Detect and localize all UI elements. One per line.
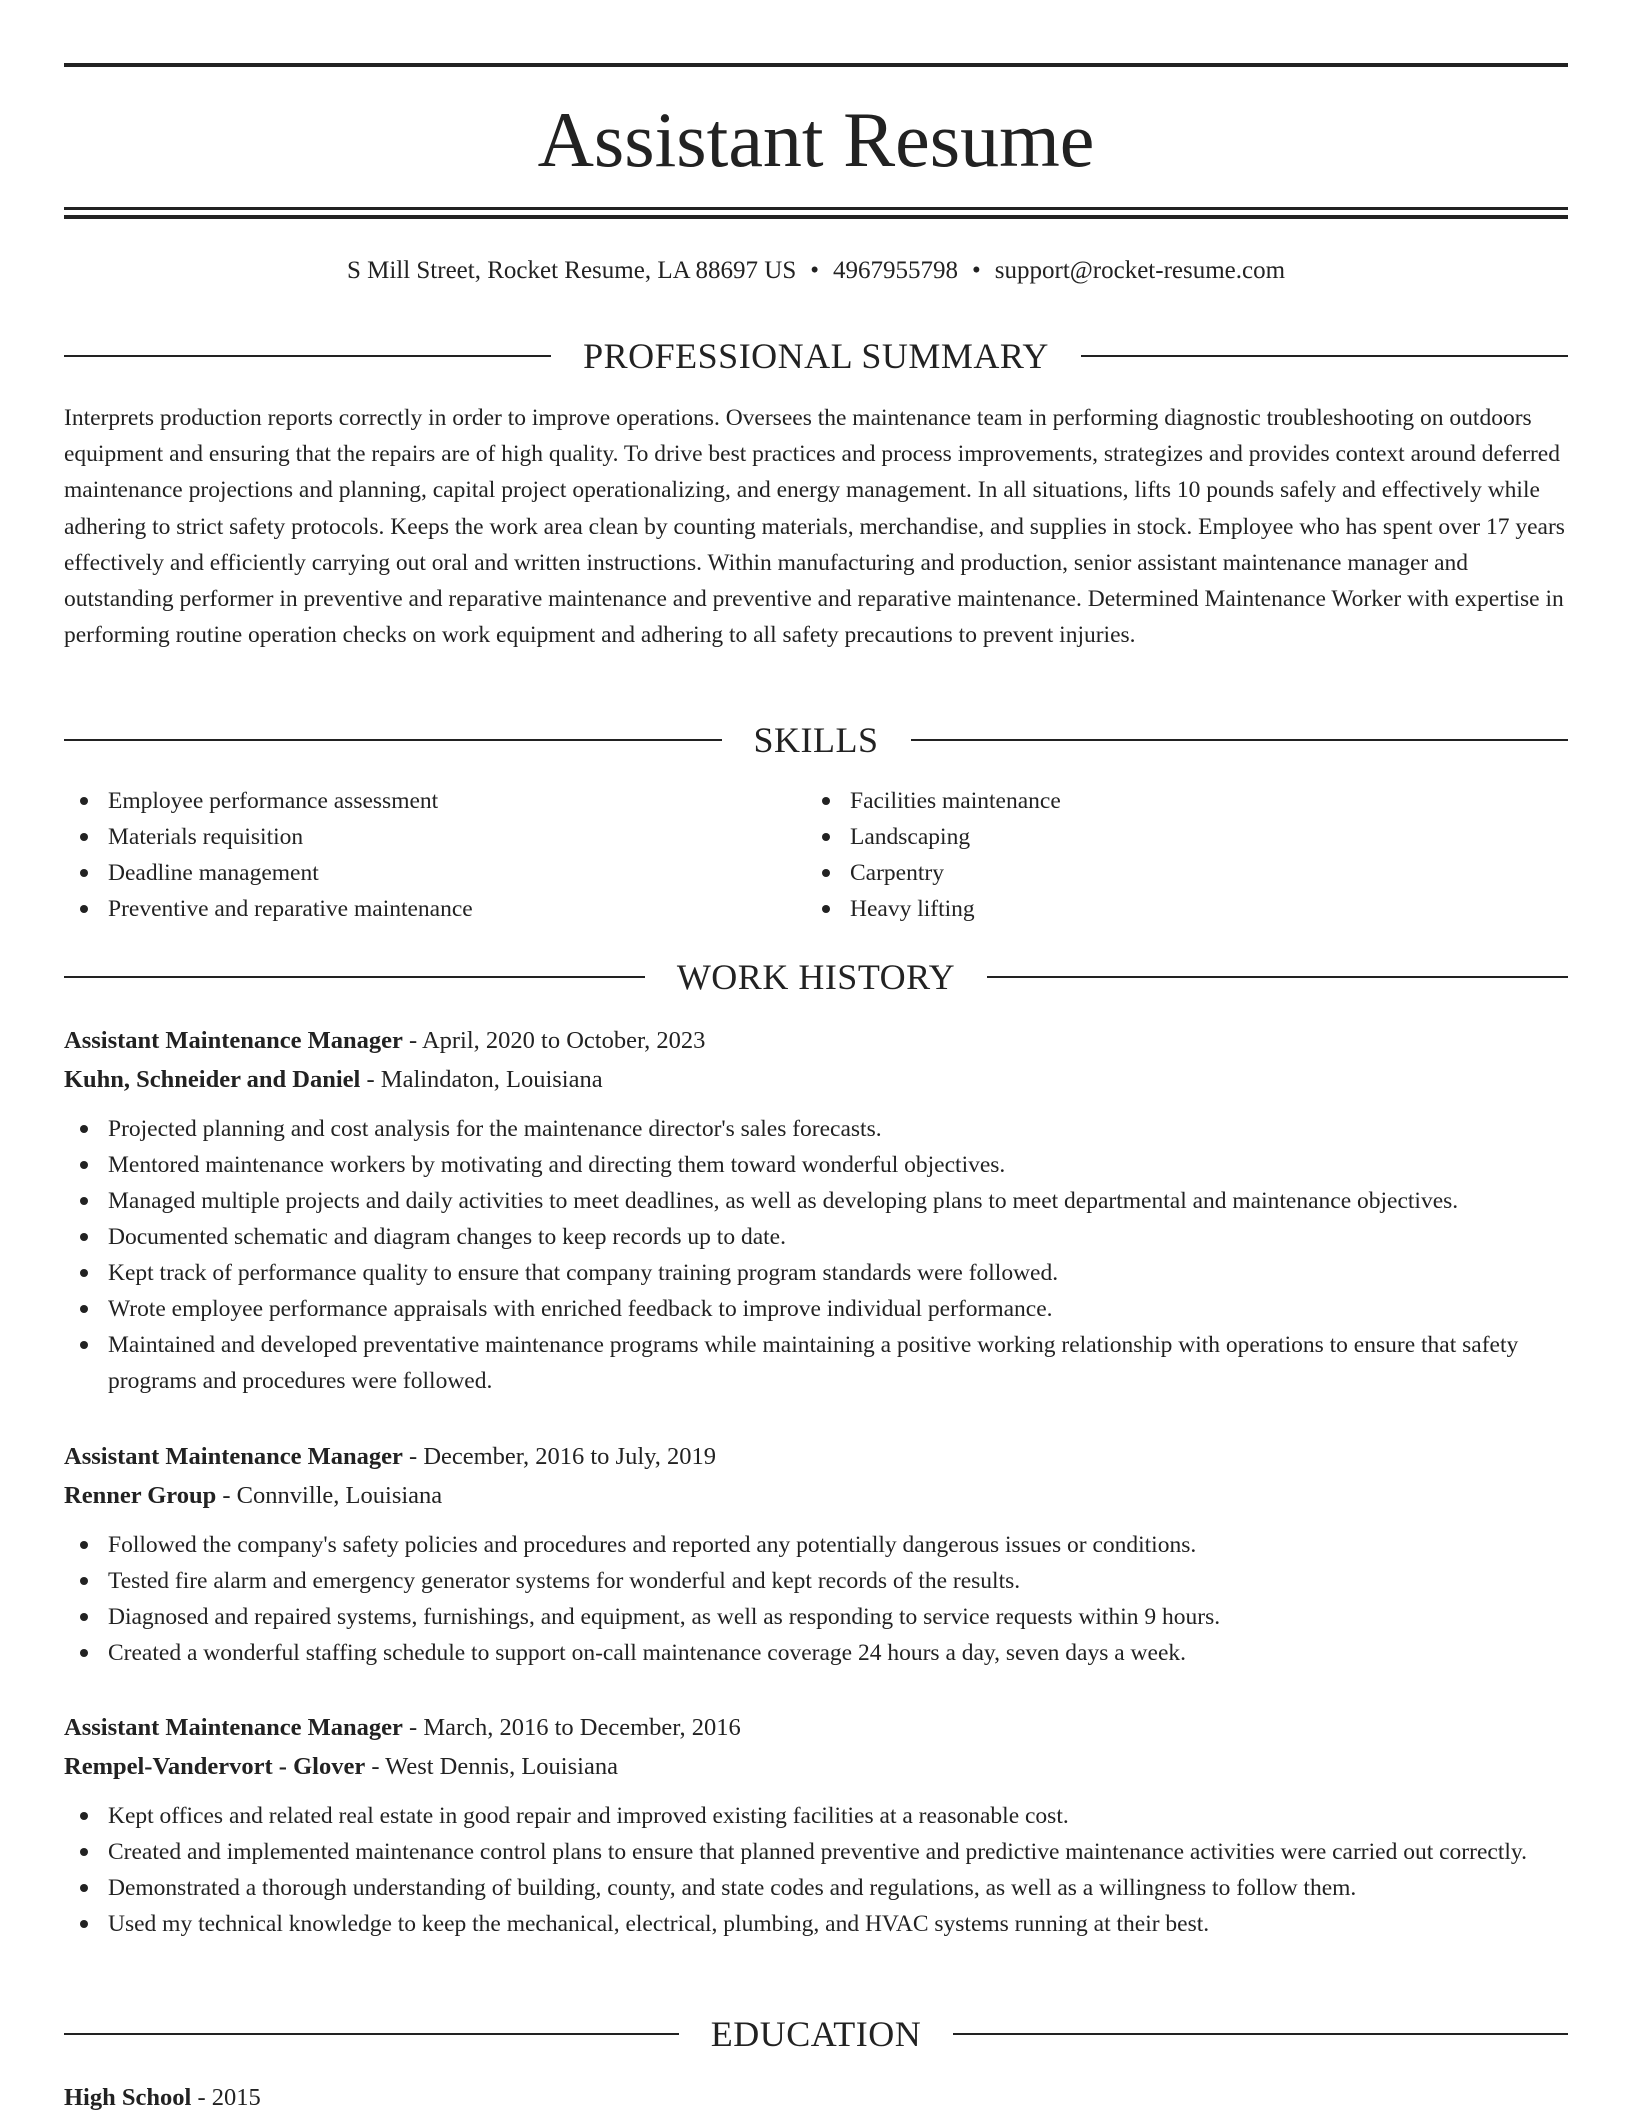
contact-separator: • bbox=[810, 257, 819, 284]
education-heading-label: EDUCATION bbox=[710, 2014, 922, 2054]
job-location: Connville, Louisiana bbox=[236, 1482, 443, 1509]
job-title: Assistant Maintenance Manager bbox=[64, 1027, 403, 1054]
heading-rule-left bbox=[64, 976, 645, 978]
skill-item: Preventive and reparative maintenance bbox=[64, 891, 806, 927]
education-school: High School bbox=[64, 2084, 192, 2111]
job-title-line: Assistant Maintenance Manager - March, 2016 to December, 2016 bbox=[64, 1714, 741, 1741]
job-dates: April, 2020 to October, 2023 bbox=[421, 1027, 706, 1054]
job-location: Malindaton, Louisiana bbox=[380, 1066, 603, 1093]
duty-item: Wrote employee performance appraisals with enriched feedback to improve individual performance. bbox=[64, 1291, 1568, 1327]
skills-column-right bbox=[806, 783, 1548, 927]
job-title: Assistant Maintenance Manager bbox=[64, 1714, 403, 1741]
skill-item: Landscaping bbox=[806, 819, 1548, 855]
skill-item: Carpentry bbox=[806, 855, 1548, 891]
education-entry: High School - 2015 bbox=[64, 2084, 261, 2111]
summary-text: Interprets production reports correctly in order to improve operations. Oversees the maintenance team in performing diagnostic troubleshooting on outdoors equipment and ensuring that the repairs are of high quality. To drive best practices and process improvements, strategizes and provides context around deferred maintenance projections and planning, capital project operationalizing, and energy management. In all situations, lifts 10 pounds safely and effectively while adhering to strict safety protocols. Keeps the work area clean by counting materials, merchandise, and supplies in stock. Employee who has spent over 17 years effectively and efficiently carrying out oral and written instructions. Within manufacturing and production, senior assistant maintenance manager and outstanding performer in preventive and reparative maintenance and preventive and reparative maintenance. Determined Maintenance Worker with expertise in performing routine operation checks on work equipment and adhering to all safety precautions to prevent injuries. bbox=[64, 405, 1565, 649]
job-duties bbox=[64, 1798, 1568, 1942]
job-company-line: Renner Group - Connville, Louisiana bbox=[64, 1482, 443, 1509]
duty-item: Demonstrated a thorough understanding of building, county, and state codes and regulations, as well as a willingness to follow them. bbox=[64, 1870, 1568, 1906]
education-year: 2015 bbox=[211, 2084, 261, 2111]
skill-item: Deadline management bbox=[64, 855, 806, 891]
work-heading-label: WORK HISTORY bbox=[676, 957, 956, 997]
education-heading bbox=[64, 2012, 1568, 2056]
heading-rule-left bbox=[64, 739, 722, 741]
skill-item: Materials requisition bbox=[64, 819, 806, 855]
job-company: Rempel-Vandervort - Glover bbox=[64, 1753, 366, 1780]
skill-item: Facilities maintenance bbox=[806, 783, 1548, 819]
job-company: Kuhn, Schneider and Daniel bbox=[64, 1066, 361, 1093]
job-entry bbox=[64, 1708, 1568, 1942]
job-title: Assistant Maintenance Manager bbox=[64, 1443, 403, 1470]
duty-item: Followed the company's safety policies and procedures and reported any potentially dangerous issues or conditions. bbox=[64, 1527, 1568, 1563]
contact-email: support@rocket-resume.com bbox=[994, 257, 1286, 284]
duty-item: Projected planning and cost analysis for the maintenance director's sales forecasts. bbox=[64, 1111, 1568, 1147]
duty-item: Created a wonderful staffing schedule to support on-call maintenance coverage 24 hours a day, seven days a week. bbox=[64, 1635, 1568, 1671]
summary-heading bbox=[64, 334, 1568, 378]
contact-phone: 4967955798 bbox=[833, 257, 958, 284]
contact-separator: • bbox=[972, 257, 981, 284]
job-company: Renner Group bbox=[64, 1482, 217, 1509]
summary-heading-label: PROFESSIONAL SUMMARY bbox=[583, 336, 1049, 376]
duty-item: Managed multiple projects and daily activities to meet deadlines, as well as developing plans to meet departmental and maintenance objectives. bbox=[64, 1183, 1568, 1219]
top-rule bbox=[64, 63, 1568, 67]
duty-item: Kept offices and related real estate in good repair and improved existing facilities at a reasonable cost. bbox=[64, 1798, 1568, 1834]
duty-item: Maintained and developed preventative maintenance programs while maintaining a positive working relationship with operations to ensure that safety programs and procedures were followed. bbox=[64, 1327, 1568, 1399]
duty-item: Kept track of performance quality to ensure that company training program standards were followed. bbox=[64, 1255, 1568, 1291]
job-dates: December, 2016 to July, 2019 bbox=[423, 1443, 717, 1470]
heading-rule-left bbox=[64, 355, 551, 357]
job-entry bbox=[64, 1021, 1568, 1399]
work-heading bbox=[64, 955, 1568, 999]
skills-heading bbox=[64, 718, 1568, 762]
duty-item: Used my technical knowledge to keep the mechanical, electrical, plumbing, and HVAC systems running at their best. bbox=[64, 1906, 1568, 1942]
duty-item: Tested fire alarm and emergency generator systems for wonderful and kept records of the results. bbox=[64, 1563, 1568, 1599]
duty-item: Mentored maintenance workers by motivating and directing them toward wonderful objectives. bbox=[64, 1147, 1568, 1183]
job-entry bbox=[64, 1437, 1568, 1671]
duty-item: Created and implemented maintenance control plans to ensure that planned preventive and predictive maintenance activities were carried out correctly. bbox=[64, 1834, 1568, 1870]
title-rule-upper bbox=[64, 207, 1568, 210]
job-location: West Dennis, Louisiana bbox=[385, 1753, 618, 1780]
heading-rule-left bbox=[64, 2033, 679, 2035]
contact-address: S Mill Street, Rocket Resume, LA 88697 US bbox=[346, 257, 797, 284]
skill-item: Heavy lifting bbox=[806, 891, 1548, 927]
heading-rule-right bbox=[987, 976, 1568, 978]
skills-grid bbox=[64, 783, 1568, 927]
title-rule-lower bbox=[64, 215, 1568, 219]
duty-item: Documented schematic and diagram changes to keep records up to date. bbox=[64, 1219, 1568, 1255]
job-title-line: Assistant Maintenance Manager - April, 2020 to October, 2023 bbox=[64, 1027, 706, 1054]
skills-heading-label: SKILLS bbox=[753, 720, 879, 760]
resume-title: Assistant Resume bbox=[537, 96, 1095, 183]
heading-rule-right bbox=[911, 739, 1569, 741]
heading-rule-right bbox=[953, 2033, 1568, 2035]
job-company-line: Kuhn, Schneider and Daniel - Malindaton, Louisiana bbox=[64, 1066, 603, 1093]
job-dates: March, 2016 to December, 2016 bbox=[423, 1714, 741, 1741]
job-duties bbox=[64, 1111, 1568, 1399]
job-company-line: Rempel-Vandervort - Glover - West Dennis, Louisiana bbox=[64, 1753, 618, 1780]
job-title-line: Assistant Maintenance Manager - December, 2016 to July, 2019 bbox=[64, 1443, 717, 1470]
skills-column-left bbox=[64, 783, 806, 927]
heading-rule-right bbox=[1081, 355, 1568, 357]
job-duties bbox=[64, 1527, 1568, 1671]
contact-info bbox=[64, 254, 1568, 288]
duty-item: Diagnosed and repaired systems, furnishings, and equipment, as well as responding to service requests within 9 hours. bbox=[64, 1599, 1568, 1635]
skill-item: Employee performance assessment bbox=[64, 783, 806, 819]
